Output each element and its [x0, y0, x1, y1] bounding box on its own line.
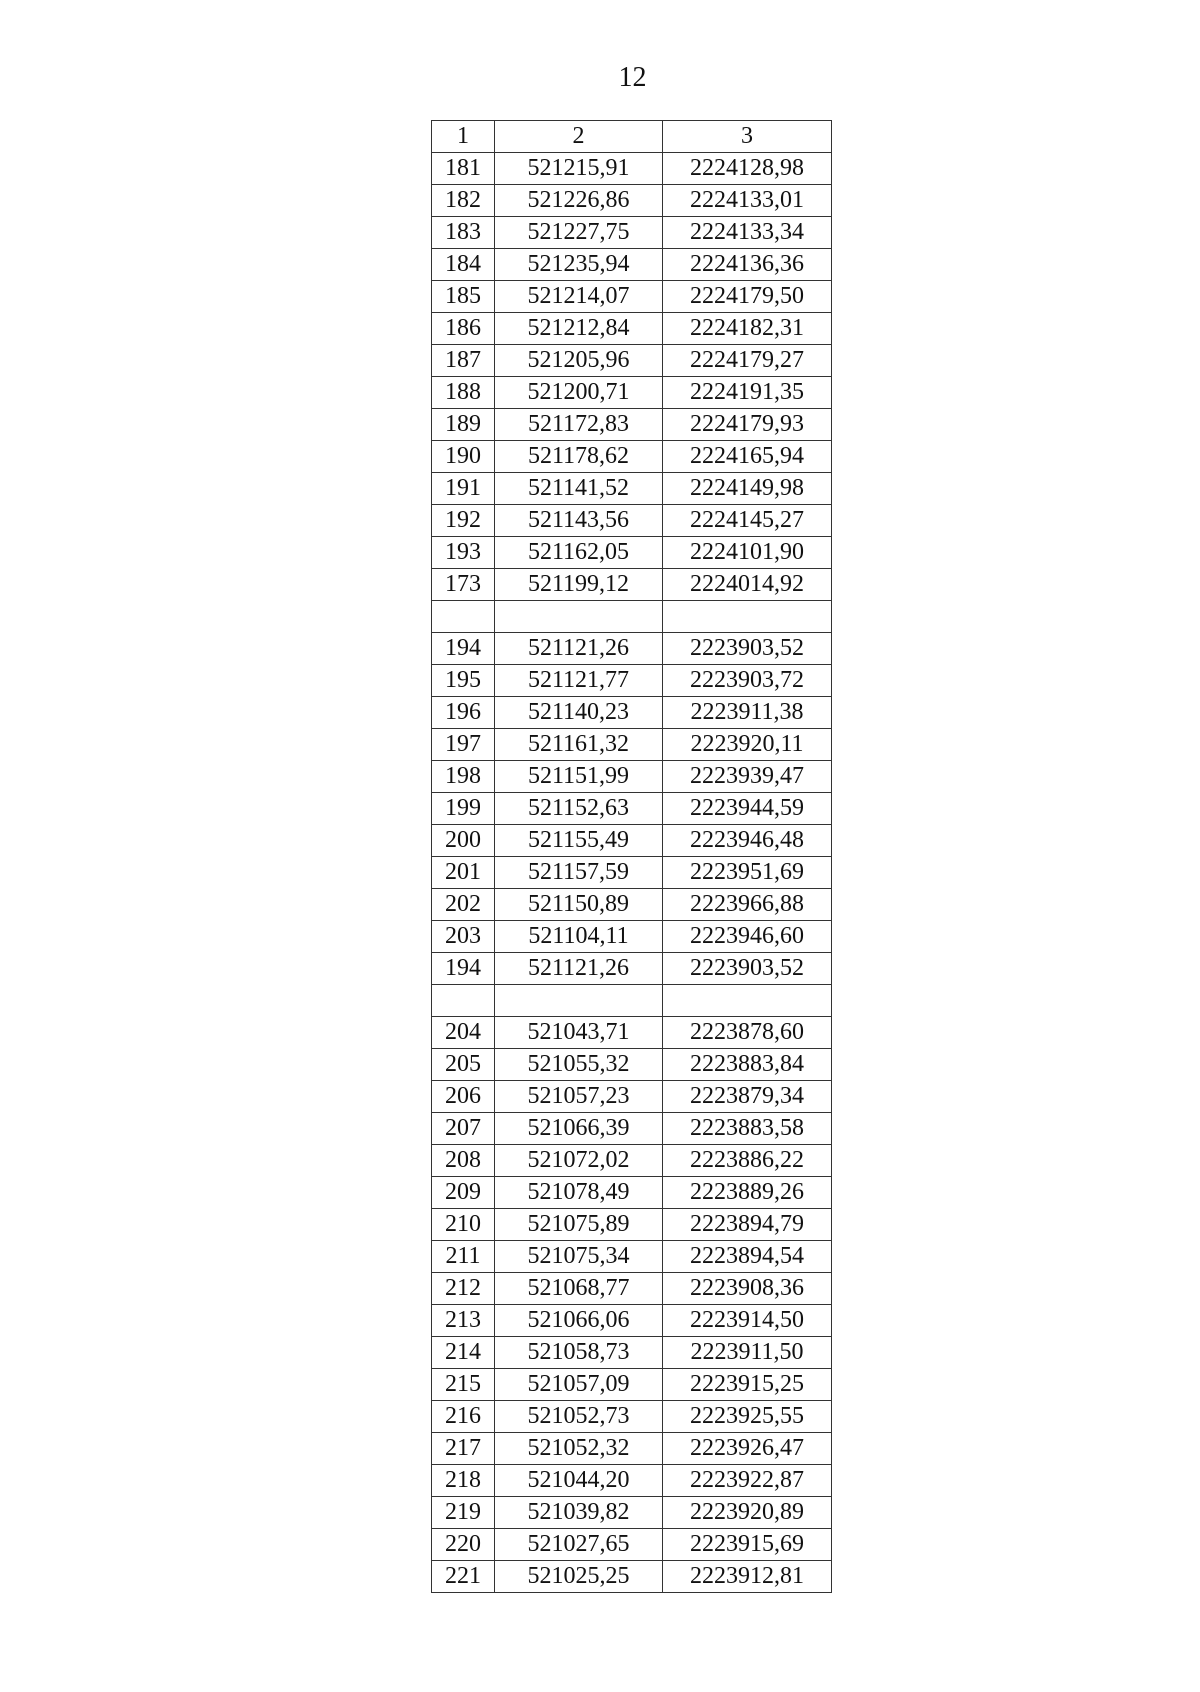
- point-number-cell: 187: [432, 345, 495, 377]
- point-number-cell: 184: [432, 249, 495, 281]
- x-coordinate-cell: 521121,77: [495, 665, 663, 697]
- x-coordinate-cell: 521161,32: [495, 729, 663, 761]
- x-coordinate-cell: 521052,32: [495, 1433, 663, 1465]
- point-number-cell: 193: [432, 537, 495, 569]
- table-row: [432, 217, 832, 249]
- point-number-cell: 209: [432, 1177, 495, 1209]
- y-coordinate-cell: 2223883,84: [663, 1049, 832, 1081]
- y-coordinate-cell: 2224179,27: [663, 345, 832, 377]
- x-coordinate-cell: 521121,26: [495, 633, 663, 665]
- point-number-cell: 188: [432, 377, 495, 409]
- x-coordinate-cell: 521226,86: [495, 185, 663, 217]
- x-coordinate-cell: 521121,26: [495, 953, 663, 985]
- y-coordinate-cell: [663, 985, 832, 1017]
- y-coordinate-cell: 2223911,38: [663, 697, 832, 729]
- y-coordinate-cell: 2223883,58: [663, 1113, 832, 1145]
- table-row: [432, 857, 832, 889]
- y-coordinate-cell: 2224182,31: [663, 313, 832, 345]
- point-number-cell: 189: [432, 409, 495, 441]
- point-number-cell: 207: [432, 1113, 495, 1145]
- coordinates-table-body: [432, 121, 832, 1593]
- point-number-cell: 182: [432, 185, 495, 217]
- x-coordinate-cell: 521214,07: [495, 281, 663, 313]
- point-number-cell: 198: [432, 761, 495, 793]
- point-number-cell: [432, 985, 495, 1017]
- x-coordinate-cell: 521027,65: [495, 1529, 663, 1561]
- x-coordinate-cell: 521227,75: [495, 217, 663, 249]
- x-coordinate-cell: 521078,49: [495, 1177, 663, 1209]
- x-coordinate-cell: 521172,83: [495, 409, 663, 441]
- y-coordinate-cell: 2223946,48: [663, 825, 832, 857]
- table-row: [432, 249, 832, 281]
- x-coordinate-cell: 521043,71: [495, 1017, 663, 1049]
- table-row: [432, 665, 832, 697]
- point-number-cell: 186: [432, 313, 495, 345]
- point-number-cell: 173: [432, 569, 495, 601]
- y-coordinate-cell: 2223922,87: [663, 1465, 832, 1497]
- y-coordinate-cell: 2224133,34: [663, 217, 832, 249]
- table-row: [432, 985, 832, 1017]
- point-number-cell: 194: [432, 953, 495, 985]
- x-coordinate-cell: 521044,20: [495, 1465, 663, 1497]
- table-row: [432, 441, 832, 473]
- y-coordinate-cell: 2223911,50: [663, 1337, 832, 1369]
- table-row: [432, 729, 832, 761]
- x-coordinate-cell: 521058,73: [495, 1337, 663, 1369]
- x-coordinate-cell: 521162,05: [495, 537, 663, 569]
- x-coordinate-cell: 521200,71: [495, 377, 663, 409]
- table-row: [432, 409, 832, 441]
- table-row: [432, 377, 832, 409]
- table-row: [432, 185, 832, 217]
- y-coordinate-cell: 2223879,34: [663, 1081, 832, 1113]
- table-row: [432, 569, 832, 601]
- y-coordinate-cell: 2223912,81: [663, 1561, 832, 1593]
- coordinates-table: [431, 120, 832, 1593]
- point-number-cell: 219: [432, 1497, 495, 1529]
- table-row: [432, 953, 832, 985]
- point-number-cell: 183: [432, 217, 495, 249]
- y-coordinate-cell: 2224165,94: [663, 441, 832, 473]
- y-coordinate-cell: 2223915,25: [663, 1369, 832, 1401]
- table-row: [432, 601, 832, 633]
- y-coordinate-cell: 2223886,22: [663, 1145, 832, 1177]
- x-coordinate-cell: 521072,02: [495, 1145, 663, 1177]
- y-coordinate-cell: 2224128,98: [663, 153, 832, 185]
- table-row: [432, 1177, 832, 1209]
- table-row: [432, 281, 832, 313]
- point-number-cell: 181: [432, 153, 495, 185]
- x-coordinate-cell: 521141,52: [495, 473, 663, 505]
- point-number-cell: 208: [432, 1145, 495, 1177]
- point-number-cell: 201: [432, 857, 495, 889]
- x-coordinate-cell: 521039,82: [495, 1497, 663, 1529]
- column-header-y: 3: [663, 121, 832, 153]
- x-coordinate-cell: 521066,39: [495, 1113, 663, 1145]
- point-number-cell: 192: [432, 505, 495, 537]
- x-coordinate-cell: 521052,73: [495, 1401, 663, 1433]
- table-row: [432, 761, 832, 793]
- point-number-cell: 213: [432, 1305, 495, 1337]
- table-row: [432, 1497, 832, 1529]
- x-coordinate-cell: 521143,56: [495, 505, 663, 537]
- y-coordinate-cell: 2223894,54: [663, 1241, 832, 1273]
- x-coordinate-cell: 521155,49: [495, 825, 663, 857]
- y-coordinate-cell: 2223926,47: [663, 1433, 832, 1465]
- y-coordinate-cell: 2224149,98: [663, 473, 832, 505]
- table-row: [432, 1273, 832, 1305]
- table-row: [432, 537, 832, 569]
- x-coordinate-cell: 521150,89: [495, 889, 663, 921]
- x-coordinate-cell: 521178,62: [495, 441, 663, 473]
- table-row: [432, 153, 832, 185]
- table-row: [432, 889, 832, 921]
- x-coordinate-cell: 521068,77: [495, 1273, 663, 1305]
- y-coordinate-cell: 2224133,01: [663, 185, 832, 217]
- point-number-cell: 211: [432, 1241, 495, 1273]
- table-row: [432, 1561, 832, 1593]
- y-coordinate-cell: 2223908,36: [663, 1273, 832, 1305]
- table-row: [432, 505, 832, 537]
- table-row: [432, 473, 832, 505]
- y-coordinate-cell: 2223951,69: [663, 857, 832, 889]
- table-row: [432, 313, 832, 345]
- point-number-cell: 202: [432, 889, 495, 921]
- column-header-point-number: 1: [432, 121, 495, 153]
- table-row: [432, 1305, 832, 1337]
- x-coordinate-cell: 521151,99: [495, 761, 663, 793]
- y-coordinate-cell: 2223966,88: [663, 889, 832, 921]
- y-coordinate-cell: 2223889,26: [663, 1177, 832, 1209]
- table-row: [432, 1433, 832, 1465]
- table-row: [432, 1337, 832, 1369]
- point-number-cell: 194: [432, 633, 495, 665]
- point-number-cell: 199: [432, 793, 495, 825]
- table-row: [432, 697, 832, 729]
- y-coordinate-cell: 2223944,59: [663, 793, 832, 825]
- y-coordinate-cell: 2223925,55: [663, 1401, 832, 1433]
- x-coordinate-cell: 521205,96: [495, 345, 663, 377]
- table-row: [432, 793, 832, 825]
- y-coordinate-cell: 2224179,93: [663, 409, 832, 441]
- table-row: [432, 1017, 832, 1049]
- table-row: [432, 1145, 832, 1177]
- x-coordinate-cell: 521025,25: [495, 1561, 663, 1593]
- x-coordinate-cell: 521199,12: [495, 569, 663, 601]
- point-number-cell: 217: [432, 1433, 495, 1465]
- y-coordinate-cell: 2224014,92: [663, 569, 832, 601]
- point-number-cell: 218: [432, 1465, 495, 1497]
- table-row: [432, 1241, 832, 1273]
- point-number-cell: 190: [432, 441, 495, 473]
- point-number-cell: 200: [432, 825, 495, 857]
- y-coordinate-cell: 2223914,50: [663, 1305, 832, 1337]
- y-coordinate-cell: 2224145,27: [663, 505, 832, 537]
- x-coordinate-cell: 521075,34: [495, 1241, 663, 1273]
- column-header-x: 2: [495, 121, 663, 153]
- x-coordinate-cell: 521215,91: [495, 153, 663, 185]
- table-row: [432, 1529, 832, 1561]
- point-number-cell: 206: [432, 1081, 495, 1113]
- page-number: 12: [618, 62, 647, 93]
- point-number-cell: 204: [432, 1017, 495, 1049]
- point-number-cell: 203: [432, 921, 495, 953]
- y-coordinate-cell: [663, 601, 832, 633]
- table-row: [432, 921, 832, 953]
- point-number-cell: 220: [432, 1529, 495, 1561]
- y-coordinate-cell: 2223920,11: [663, 729, 832, 761]
- table-row: [432, 345, 832, 377]
- y-coordinate-cell: 2223903,52: [663, 953, 832, 985]
- point-number-cell: 195: [432, 665, 495, 697]
- point-number-cell: 210: [432, 1209, 495, 1241]
- point-number-cell: 214: [432, 1337, 495, 1369]
- x-coordinate-cell: 521057,23: [495, 1081, 663, 1113]
- y-coordinate-cell: 2224191,35: [663, 377, 832, 409]
- x-coordinate-cell: 521140,23: [495, 697, 663, 729]
- y-coordinate-cell: 2224101,90: [663, 537, 832, 569]
- x-coordinate-cell: 521075,89: [495, 1209, 663, 1241]
- table-row: [432, 1113, 832, 1145]
- x-coordinate-cell: 521055,32: [495, 1049, 663, 1081]
- table-row: [432, 633, 832, 665]
- y-coordinate-cell: 2223903,72: [663, 665, 832, 697]
- x-coordinate-cell: [495, 985, 663, 1017]
- point-number-cell: 191: [432, 473, 495, 505]
- y-coordinate-cell: 2223878,60: [663, 1017, 832, 1049]
- point-number-cell: [432, 601, 495, 633]
- x-coordinate-cell: 521066,06: [495, 1305, 663, 1337]
- table-row: [432, 825, 832, 857]
- x-coordinate-cell: [495, 601, 663, 633]
- table-header-row: [432, 121, 832, 153]
- point-number-cell: 221: [432, 1561, 495, 1593]
- y-coordinate-cell: 2223915,69: [663, 1529, 832, 1561]
- table-row: [432, 1049, 832, 1081]
- y-coordinate-cell: 2224179,50: [663, 281, 832, 313]
- point-number-cell: 215: [432, 1369, 495, 1401]
- table-row: [432, 1081, 832, 1113]
- y-coordinate-cell: 2223894,79: [663, 1209, 832, 1241]
- x-coordinate-cell: 521235,94: [495, 249, 663, 281]
- y-coordinate-cell: 2223903,52: [663, 633, 832, 665]
- x-coordinate-cell: 521212,84: [495, 313, 663, 345]
- point-number-cell: 196: [432, 697, 495, 729]
- point-number-cell: 216: [432, 1401, 495, 1433]
- table-row: [432, 1369, 832, 1401]
- y-coordinate-cell: 2223939,47: [663, 761, 832, 793]
- y-coordinate-cell: 2224136,36: [663, 249, 832, 281]
- x-coordinate-cell: 521104,11: [495, 921, 663, 953]
- table-row: [432, 1401, 832, 1433]
- table-row: [432, 1465, 832, 1497]
- table-row: [432, 1209, 832, 1241]
- x-coordinate-cell: 521057,09: [495, 1369, 663, 1401]
- point-number-cell: 185: [432, 281, 495, 313]
- point-number-cell: 205: [432, 1049, 495, 1081]
- x-coordinate-cell: 521152,63: [495, 793, 663, 825]
- y-coordinate-cell: 2223920,89: [663, 1497, 832, 1529]
- x-coordinate-cell: 521157,59: [495, 857, 663, 889]
- point-number-cell: 197: [432, 729, 495, 761]
- point-number-cell: 212: [432, 1273, 495, 1305]
- y-coordinate-cell: 2223946,60: [663, 921, 832, 953]
